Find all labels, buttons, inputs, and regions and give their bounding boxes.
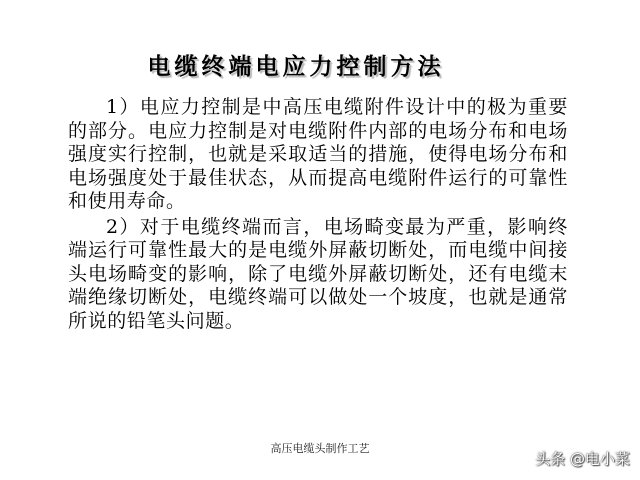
watermark: 头条 @电小菜 [535,450,630,468]
paragraph-2: 2）对于电缆终端而言，电场畸变最为严重，影响终端运行可靠性最大的是电缆外屏蔽切断处，而电缆中间接头电场畸变的影响，除了电缆外屏蔽切断处，还有电缆末端绝缘切断处，电缆终端可以做处一个坡度，也就是通常所说的铅笔头问题。 [68,215,568,332]
slide-content [68,96,568,335]
slide-title: 电缆终端电应力控制方法 [147,54,445,80]
paragraph-1: 1）电应力控制是中高压电缆附件设计中的极为重要的部分。电应力控制是对电缆附件内部的电场分布和电场强度实行控制，也就是采取适当的措施，使得电场分布和电场强度处于最佳状态，从而提高电缆附件运行的可靠性和使用寿命。 [68,96,568,212]
slide-footer: 高压电缆头制作工艺 [270,442,370,455]
